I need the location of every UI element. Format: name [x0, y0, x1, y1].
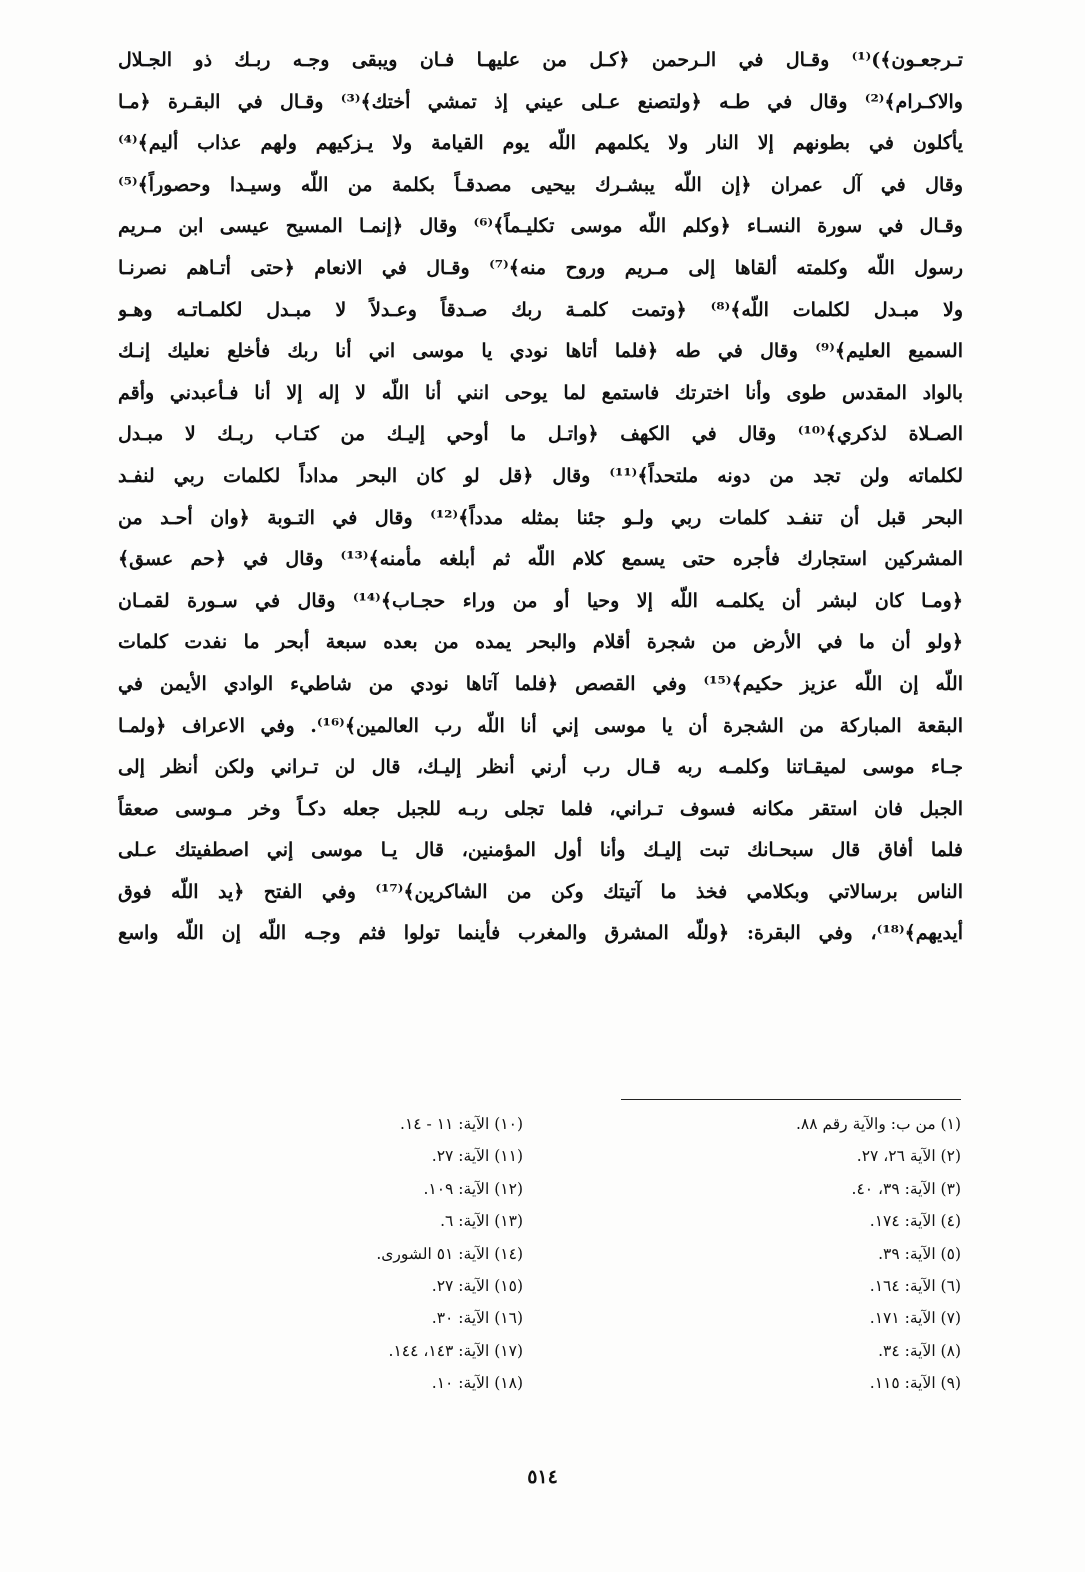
- text-line: ﴿ومـا كان لبشر أن يكلمـه اللّه إلا وحيا أو من وراء حجـاب﴾⁽¹⁴⁾ وقال في سـورة لقمـان: [118, 589, 963, 612]
- footnote-item: (١) من ب: والآية رقم ٨٨.: [795, 1115, 961, 1133]
- text-line: ﴿ولو أن ما في الأرض من شجرة أقلام والبحر يمده من بعده سبعة أبحر ما نفدت كلمات: [118, 631, 963, 654]
- page-number: ٥١٤: [527, 1466, 558, 1488]
- text-line: بالواد المقدس طوى وأنا اخترتك فاستمع لما يوحى انني أنا اللّه لا إله إلا أنا فـأعبدني وأقم: [118, 381, 963, 404]
- text-line: فلما أفاق قال سبحـانك تبت إليـك وأنا أول المؤمنين، قال يـا موسى إني اصطفيتك عـلى: [118, 839, 963, 862]
- footnote-item: (١٥) الآية: ٢٧.: [431, 1276, 523, 1295]
- footnote-item: (٨) الآية: ٣٤.: [878, 1341, 961, 1360]
- footnote-item: (٢) الآية ٢٦، ٢٧.: [856, 1147, 961, 1166]
- footnotes-column-right: [631, 1108, 961, 1400]
- text-line: ولا مبـدل لكلمات اللّه﴾⁽⁸⁾ ﴿وتمت كلمـة ربك صـدقاً وعـدلاً لا مبـدل لكلمـاتـه وهـو: [118, 298, 963, 321]
- text-line: الناس برسالاتي وبكلامي فخذ ما آتيتك وكن من الشاكرين﴾⁽¹⁷⁾ وفي الفتح ﴿يد اللّه فوق: [118, 880, 963, 903]
- text-line: اللّه إن اللّه عزيز حكيم﴾⁽¹⁵⁾ وفي القصص ﴿فلما آتاها نودي من شاطيء الوادي الأيمن في: [118, 672, 963, 695]
- footnote-item: (٤) الآية: ١٧٤.: [869, 1212, 961, 1231]
- footnote-item: (١١) الآية: ٢٧.: [431, 1147, 523, 1166]
- text-line: البقعة المباركة من الشجرة أن يا موسى إني أنا اللّه رب العالمين﴾⁽¹⁶⁾. وفي الاعراف ﴿ولمـا: [118, 714, 963, 737]
- footnote-item: (١٨) الآية: ١٠.: [431, 1374, 523, 1393]
- text-line: السميع العليم﴾⁽⁹⁾ وقال في طه ﴿فلما أتاها نودي يا موسى اني أنا ربك فأخلع نعليك إنـك: [118, 340, 963, 363]
- footnote-item: (٧) الآية: ١٧١.: [869, 1309, 961, 1328]
- text-line: والاكـرام﴾⁽²⁾ وقال في طـه ﴿ولتصنع عـلى عيني إذ تمشي أختك﴾⁽³⁾ وقـال في البقـرة ﴿مـا: [118, 90, 963, 113]
- footnote-item: (١٠) الآية: ١١ - ١٤.: [400, 1115, 523, 1133]
- footnote-item: (١٢) الآية: ١٠٩.: [423, 1179, 523, 1198]
- text-line: البحر قبل أن تنفـد كلمات ربي ولـو جئنا بمثله مدداً﴾⁽¹²⁾ وقال في التـوبة ﴿وان أحـد من: [118, 506, 963, 529]
- text-line: وقال في آل عمران ﴿إن اللّه يبشـرك بيحيى مصدقـاً بكلمة من اللّه وسيـدا وحصوراً﴾⁽⁵⁾: [118, 173, 963, 196]
- text-line: جـاء موسى لميقـاتنا وكلمـه ربه قـال رب أرني أنظر إليـك، قال لن تـراني ولكن أنظر إلى: [118, 756, 963, 779]
- text-line: يأكلون في بطونهم إلا النار ولا يكلمهم اللّه يوم القيامة ولا يـزكيهم ولهم عذاب أليم﴾⁽⁴⁾: [118, 132, 963, 155]
- footnote-item: (١٧) الآية: ١٤٣، ١٤٤.: [388, 1341, 523, 1360]
- text-line: الصـلاة لذكري﴾⁽¹⁰⁾ وقال في الكهف ﴿واتـل ما أوحي إليـك من كتـاب ربـك لا مبـدل: [118, 423, 963, 446]
- footnote-item: (٥) الآية: ٣٩.: [878, 1244, 961, 1263]
- footnote-item: (١٤) الآية: ٥١ الشورى.: [376, 1244, 523, 1263]
- text-line: المشركين استجارك فأجره حتى يسمع كلام اللّه ثم أبلغه مأمنه﴾⁽¹³⁾ وقال في ﴿حم عسق﴾: [118, 548, 963, 571]
- footnote-item: (٩) الآية: ١١٥.: [869, 1374, 961, 1393]
- text-line: الجبل فان استقر مكانه فسوف تـراني، فلما تجلى ربـه للجبل جعله دكـاً وخر مـوسى صعقاً: [118, 797, 963, 820]
- text-line: أيديهم﴾⁽¹⁸⁾، وفي البقرة: ﴿وللّه المشرق والمغرب فأينما تولوا فثم وجـه اللّه إن اللّه واسع: [118, 922, 963, 945]
- footnote-divider: [621, 1099, 961, 1100]
- footnote-item: (٦) الآية: ١٦٤.: [869, 1276, 961, 1295]
- footnotes-column-left: [193, 1108, 523, 1400]
- text-line: تـرجعـون﴾)⁽¹⁾ وقـال في الـرحمن ﴿كـل من عليهـا فـان ويبقى وجـه ربـك ذو الجـلال: [118, 49, 963, 71]
- text-line: رسول اللّه وكلمته ألقاها إلى مـريم وروح منه﴾⁽⁷⁾ وقـال في الانعام ﴿حتى أتـاهم نصرنـا: [118, 256, 963, 279]
- footnote-item: (١٦) الآية: ٣٠.: [431, 1309, 523, 1328]
- footnote-item: (٣) الآية: ٣٩، ٤٠.: [851, 1179, 961, 1198]
- footnote-item: (١٣) الآية: ٦.: [440, 1212, 523, 1231]
- text-line: لكلماته ولن تجد من دونه ملتحداً﴾⁽¹¹⁾ وقال ﴿قل لو كان البحر مداداً لكلمات ربي لنفـد: [118, 464, 963, 487]
- main-text-block: [118, 40, 963, 955]
- text-line: وقـال في سورة النسـاء ﴿وكلم اللّه موسى تكليـماً﴾⁽⁶⁾ وقال ﴿إنمـا المسيح عيسى ابن مـريم: [118, 215, 963, 238]
